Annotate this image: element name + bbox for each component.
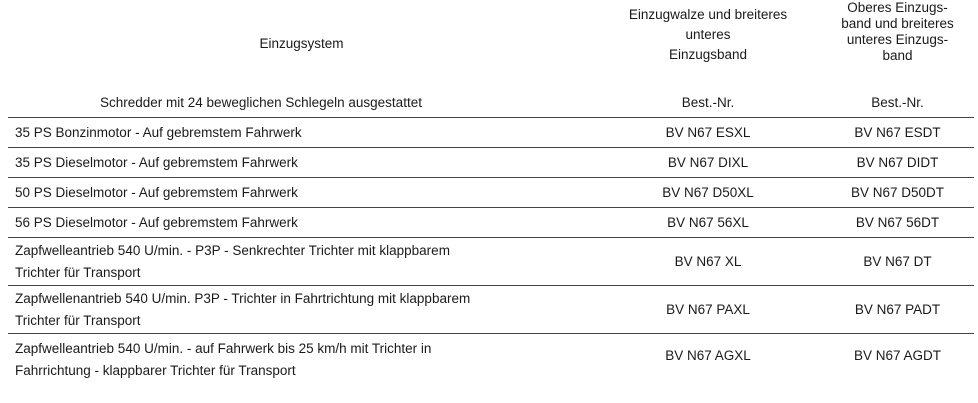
desc-line: 56 PS Dieselmotor - Auf gebremstem Fahrwerk	[15, 215, 298, 230]
desc-line: Fahrrichtung - klappbarer Trichter für Transport	[15, 363, 296, 378]
table-row	[8, 286, 974, 334]
product-table-container	[8, 0, 974, 385]
header-einzugwalze	[595, 0, 821, 87]
order-number-a: BV N67 DIXL	[595, 148, 821, 178]
desc-line: 50 PS Dieselmotor - Auf gebremstem Fahrwerk	[15, 185, 298, 200]
header-oberes-einzugsband	[821, 0, 974, 87]
table-row	[8, 238, 974, 286]
row-description	[8, 178, 595, 208]
row-description	[8, 286, 595, 334]
header-line: band	[882, 48, 913, 63]
desc-line: Zapfwellenantrieb 540 U/min. P3P - Trichter in Fahrtrichtung mit klappbarem	[15, 290, 471, 306]
subheader-best-nr: Best.-Nr.	[821, 87, 974, 118]
order-number-a: BV N67 D50XL	[595, 178, 821, 208]
row-description	[8, 208, 595, 238]
row-description	[8, 334, 595, 386]
subheader-schredder: Schredder mit 24 beweglichen Schlegeln ausgestattet	[8, 87, 595, 118]
table-row	[8, 118, 974, 148]
order-number-a: BV N67 AGXL	[665, 348, 751, 363]
order-number-a: BV N67 PAXL	[595, 286, 821, 334]
table-row	[8, 208, 974, 238]
table-row	[8, 178, 974, 208]
desc-line: Zapfwelleantrieb 540 U/min. - P3P - Senkrechter Trichter mit klappbarem	[15, 242, 450, 258]
row-description	[8, 118, 595, 148]
desc-line: Trichter für Transport	[15, 264, 141, 280]
order-number-b: BV N67 DIDT	[821, 148, 974, 178]
order-number-a: BV N67 ESXL	[595, 118, 821, 148]
order-number-a: BV N67 XL	[595, 238, 821, 286]
header-line: Einzugsband	[668, 47, 748, 62]
order-number-b: BV N67 DT	[821, 238, 974, 286]
order-number-b: BV N67 56DT	[821, 208, 974, 238]
header-line: Einzugwalze und breiteres	[628, 7, 788, 22]
order-number-b: BV N67 PADT	[821, 286, 974, 334]
header-line: Oberes Einzugs-	[847, 0, 948, 15]
table-row	[8, 334, 974, 386]
header-line: unteres	[685, 27, 731, 42]
subheader-row	[8, 87, 974, 118]
header-line: band und breiteres	[841, 16, 954, 31]
table-row	[8, 148, 974, 178]
order-number-b: BV N67 AGDT	[853, 348, 942, 363]
row-description	[8, 238, 595, 286]
header-row	[8, 0, 974, 87]
row-description	[8, 148, 595, 178]
product-table	[8, 0, 974, 385]
header-einzugsystem: Einzugsystem	[259, 36, 344, 51]
order-number-b: BV N67 D50DT	[821, 178, 974, 208]
desc-line: Zapfwelleantrieb 540 U/min. - auf Fahrwerk bis 25 km/h mit Trichter in	[15, 341, 432, 356]
desc-line: Trichter für Transport	[15, 312, 141, 328]
header-line: unteres Einzugs-	[846, 32, 949, 47]
desc-line: 35 PS Dieselmotor - Auf gebremstem Fahrwerk	[15, 155, 298, 170]
order-number-a: BV N67 56XL	[595, 208, 821, 238]
subheader-best-nr: Best.-Nr.	[595, 87, 821, 118]
order-number-b: BV N67 ESDT	[821, 118, 974, 148]
desc-line: 35 PS Bonzinmotor - Auf gebremstem Fahrwerk	[15, 125, 302, 140]
